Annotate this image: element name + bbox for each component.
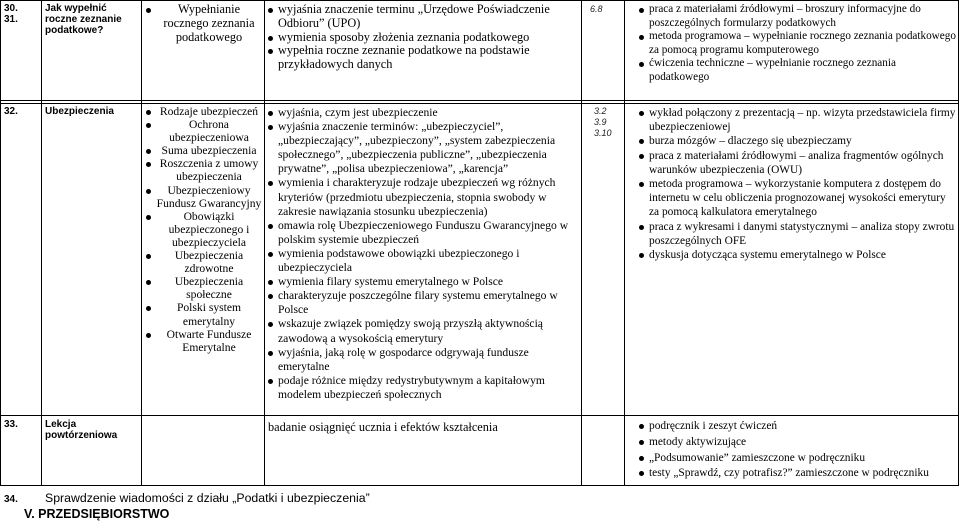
row-d [4, 489, 564, 507]
row-separator-a2 [0, 103, 959, 104]
row-c-number: 33. [4, 419, 18, 430]
content-item: Wypełnianie rocznego zeznania podatkowego [144, 3, 262, 44]
row-a-numbers [4, 3, 38, 25]
method-item: „Podsumowanie” zamieszczone w podręczniku [637, 451, 957, 467]
row-separator-c [0, 485, 959, 486]
requirement-item: wyjaśnia, jaką rolę w gospodarce odgrywają fundusze emerytalne [266, 346, 580, 374]
method-item: praca z materiałami źródłowymi – broszury informacyjne do poszczególnych formularzy podatkowych [637, 3, 957, 30]
method-item: podręcznik i zeszyt ćwiczeń [637, 419, 957, 435]
row-d-number: 34. [4, 494, 18, 505]
row-a-refs [590, 4, 622, 15]
col-line-1 [41, 0, 42, 485]
row-b-number: 32. [4, 106, 18, 117]
method-item: burza mózgów – dlaczego się ubezpieczamy [637, 134, 957, 148]
row-b-requirements [266, 106, 580, 402]
row-b-topic: Ubezpieczenia [45, 106, 114, 117]
content-item: Otwarte Fundusze Emerytalne [144, 328, 262, 354]
col-line-0 [0, 0, 1, 485]
col-line-3 [264, 0, 265, 485]
requirement-item: wyjaśnia znaczenie terminów: „ubezpieczyciel”, „ubezpieczający”, „ubezpieczony”, „system zabezpieczenia społecznego”, „ubezpieczenia publiczne”, „ubezpieczenia prywatne”, „polisa ubezpieczeniowa”, „karencja” [266, 120, 580, 176]
method-item: testy „Sprawdź, czy potrafisz?” zamieszczone w podręczniku [637, 466, 957, 482]
requirement-item: wypełnia roczne zeznanie podatkowe na podstawie przykładowych danych [266, 44, 580, 72]
requirement-item: wymienia filary systemu emerytalnego w Polsce [266, 275, 580, 289]
col-line-4 [581, 0, 582, 485]
section-heading: V. PRZEDSIĘBIORSTWO [24, 507, 170, 521]
curriculum-ref: 3.2 [594, 106, 607, 116]
row-c-methods [637, 419, 957, 482]
method-item: metoda programowa – wypełnianie rocznego zeznania podatkowego za pomocą programu komputerowego [637, 30, 957, 57]
curriculum-ref: 3.10 [594, 128, 612, 138]
requirement-item: podaje różnice między redystrybutywnym a kapitałowym modelem ubezpieczeń społecznych [266, 374, 580, 402]
row-b-refs [594, 106, 624, 139]
row-a-topic: Jak wypełnić roczne zeznanie podatkowe? [45, 3, 122, 36]
curriculum-ref: 3.9 [594, 117, 607, 127]
row-a-methods [637, 3, 957, 85]
row-c-topic: Lekcja powtórzeniowa [45, 419, 118, 441]
col-line-5 [624, 0, 625, 485]
requirement-item: wymienia podstawowe obowiązki ubezpieczonego i ubezpieczyciela [266, 247, 580, 275]
row-a-number-2: 31. [4, 14, 18, 25]
content-item: Ubezpieczeniowy Fundusz Gwarancyjny [144, 184, 262, 210]
content-item: Ubezpieczenia społeczne [144, 275, 262, 301]
row-a-requirements [266, 3, 580, 72]
requirement-item: wymienia sposoby złożenia zeznania podatkowego [266, 31, 580, 45]
row-d-text: Sprawdzenie wiadomości z działu „Podatki i ubezpieczenia” [45, 491, 370, 505]
method-item: praca z materiałami źródłowymi – analiza fragmentów ogólnych warunków ubezpieczenia (OWU) [637, 149, 957, 177]
method-item: metody aktywizujące [637, 435, 957, 451]
row-c-requirement: badanie osiągnięć ucznia i efektów kształcenia [268, 420, 498, 434]
content-item: Ochrona ubezpieczeniowa [144, 118, 262, 144]
curriculum-ref: 6.8 [590, 4, 603, 14]
row-separator-a [0, 100, 959, 101]
method-item: wykład połączony z prezentacją – np. wizyta przedstawiciela firmy ubezpieczeniowej [637, 106, 957, 134]
content-item: Ubezpieczenia zdrowotne [144, 249, 262, 275]
requirement-item: charakteryzuje poszczególne filary systemu emerytalnego w Polsce [266, 289, 580, 317]
method-item: ćwiczenia techniczne – wypełnianie rocznego zeznania podatkowego [637, 57, 957, 84]
content-item: Suma ubezpieczenia [144, 144, 262, 157]
requirement-item: wskazuje związek pomiędzy swoją przyszłą aktywnością zawodową a wysokością emerytury [266, 317, 580, 345]
requirement-item: wyjaśnia, czym jest ubezpieczenie [266, 106, 580, 120]
content-item: Roszczenia z umowy ubezpieczenia [144, 157, 262, 183]
row-a-content [144, 3, 262, 44]
row-a-number-1: 30. [4, 3, 18, 14]
requirement-item: omawia rolę Ubezpieczeniowego Funduszu Gwarancyjnego w polskim systemie ubezpieczeń [266, 219, 580, 247]
method-item: dyskusja dotycząca systemu emerytalnego w Polsce [637, 248, 957, 262]
content-item: Obowiązki ubezpieczonego i ubezpieczyciela [144, 210, 262, 249]
table-border-top [0, 0, 959, 1]
row-separator-b [0, 415, 959, 416]
content-item: Polski system emerytalny [144, 301, 262, 327]
method-item: praca z wykresami i danymi statystycznymi – analiza stopy zwrotu poszczególnych OFE [637, 220, 957, 248]
row-b-methods [637, 106, 957, 262]
content-item: Rodzaje ubezpieczeń [144, 105, 262, 118]
requirement-item: wyjaśnia znaczenie terminu „Urzędowe Poświadczenie Odbioru” (UPO) [266, 3, 580, 31]
method-item: metoda programowa – wykorzystanie komputera z dostępem do internetu w celu obliczenia prognozowanej wysokości emerytury za pomocą kalkulatora emerytalnego [637, 177, 957, 220]
requirement-item: wymienia i charakteryzuje rodzaje ubezpieczeń wg różnych kryteriów (przedmiotu ubezpieczenia, stopnia swobody w zakresie nawiązania stosunku ubezpieczenia) [266, 176, 580, 218]
col-line-2 [141, 0, 142, 485]
row-b-content [144, 105, 262, 354]
